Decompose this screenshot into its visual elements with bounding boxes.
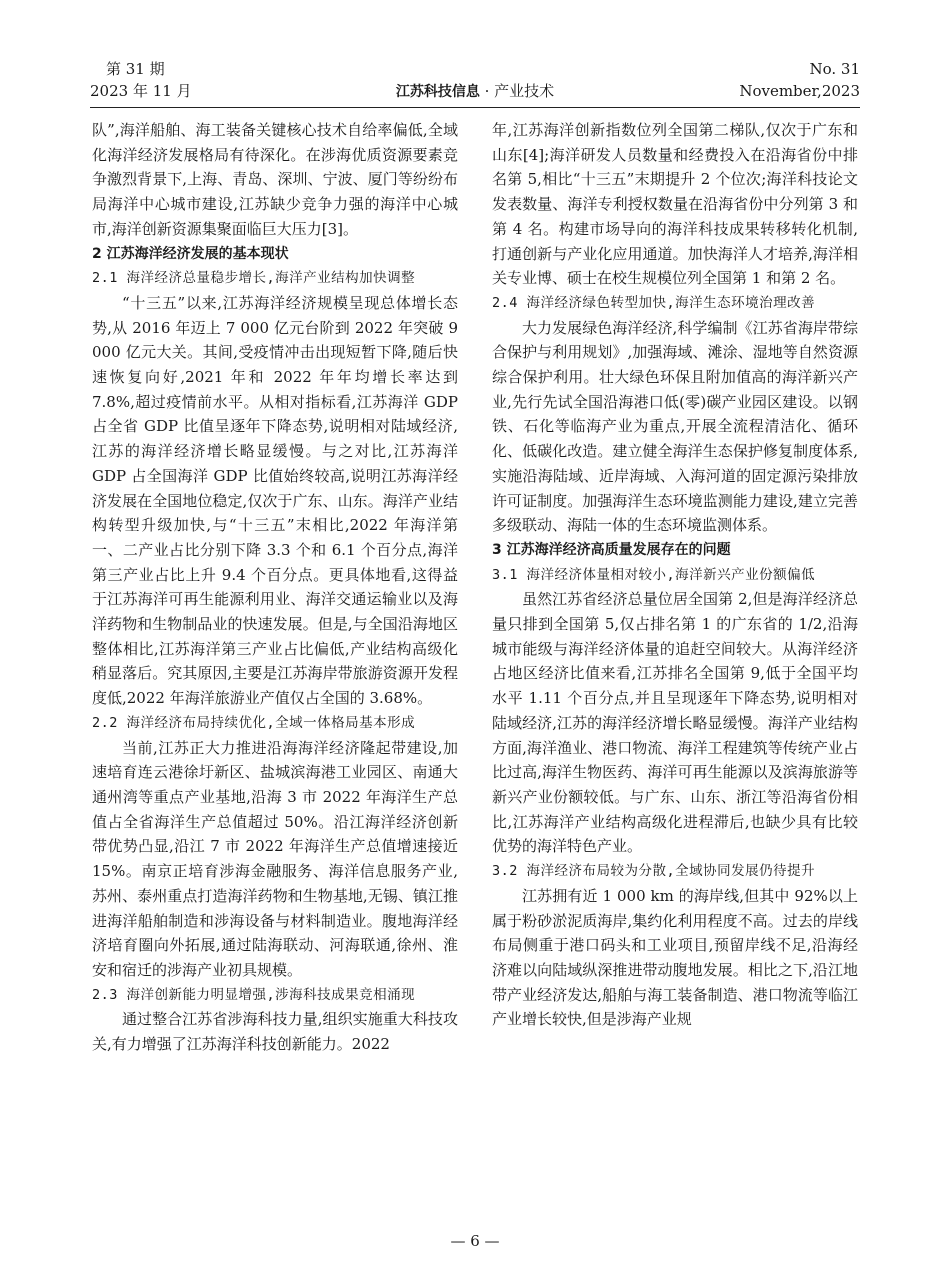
section-name: · 产业技术 xyxy=(479,82,555,100)
journal-name: 江苏科技信息 xyxy=(395,84,480,100)
paragraph: 虽然江苏省经济总量位居全国第 2,但是海洋经济总量只排到全国第 5,仅占排名第 1 的广东省的 1/2,沿海城市能级与海洋经济体量的追赶空间较大。从海洋经济占地区经济比值来看,江苏排名全国第 9,低于全国平均水平 1.11 个百分点,并且呈现逐年下降态势,说明相对陆域经济,江苏的海洋经济增长略显缓慢。海洋产业结构方面,海洋渔业、港口物流、海洋工程建筑等传统产业占比过高,海洋生物医药、海洋可再生能源以及滨海旅游等新兴产业份额较低。与广东、山东、浙江等沿海省份相比,江苏海洋产业结构高级化进程滞后,也缺少具有比较优势的海洋特色产业。 xyxy=(492,590,858,856)
section-heading: 2 江苏海洋经济发展的基本现状 xyxy=(92,245,289,262)
section-heading: 3 江苏海洋经济高质量发展存在的问题 xyxy=(492,541,731,558)
subsection-heading: 2.4 海洋经济绿色转型加快,海洋生态环境治理改善 xyxy=(492,294,816,311)
subsection-heading: 3.2 海洋经济布局较为分散,全域协同发展仍待提升 xyxy=(492,863,816,880)
subsection-heading: 3.1 海洋经济体量相对较小,海洋新兴产业份额偏低 xyxy=(492,566,816,583)
page-header xyxy=(90,58,860,102)
paragraph: “十三五”以来,江苏海洋经济规模呈现总体增长态势,从 2016 年迈上 7 000 亿元台阶到 2022 年突破 9 000 亿元大关。其间,受疫情冲击出现短暂下降,随后快速恢复向好,2021 年和 2022 年年均增长率达到 7.8%,超过疫情前水平。从相对指标看,江苏海洋 GDP 占全省 GDP 比值呈逐年下降态势,说明相对陆域经济,江苏的海洋经济增长略显缓慢。与之对比,江苏海洋 GDP 占全国海洋 GDP 比值始终较高,说明江苏海洋经济发展在全国地位稳定,仅次于广东、山东。海洋产业结构转型升级加快,与“十三五”末相比,2022 年海洋第一、二产业占比分别下降 3.3 个和 6.1 个百分点,海洋第三产业占比上升 9.4 个百分点。更具体地看,这得益于江苏海洋可再生能源利用业、海洋交通运输业以及海洋药物和生物制品业的快速发展。但是,与全国沿海地区整体相比,江苏海洋第三产业占比偏低,产业结构高级化稍显落后。究其原因,主要是江苏海岸带旅游资源开发程度低,2022 年海洋旅游业产值仅占全国的 3.68%。 xyxy=(92,293,458,708)
subsection-heading: 2.2 海洋经济布局持续优化,全域一体格局基本形成 xyxy=(92,714,416,731)
subsection-heading: 2.1 海洋经济总量稳步增长,海洋产业结构加快调整 xyxy=(92,270,416,287)
page-number: — 6 — xyxy=(450,1232,500,1250)
paragraph: 江苏拥有近 1 000 km 的海岸线,但其中 92%以上属于粉砂淤泥质海岸,集约化利用程度不高。过去的岸线布局侧重于港口码头和工业项目,预留岸线不足,沿海经济难以向陆域纵深推进带动腹地发展。相比之下,沿江地带产业经济发达,船舶与海工装备制造、港口物流等临江产业增长较快,但是涉海产业规 xyxy=(492,886,858,1029)
issue-date-cn: 2023 年 11 月 xyxy=(90,82,192,100)
paragraph: 通过整合江苏省涉海科技力量,组织实施重大科技攻关,有力增强了江苏海洋科技创新能力。2022 xyxy=(92,1010,458,1054)
paragraph: 队”,海洋船舶、海工装备关键核心技术自给率偏低,全域化海洋经济发展格局有待深化。在涉海优质资源要素竞争激烈背景下,上海、青岛、深圳、宁波、厦门等纷纷布局海洋中心城市建设,江苏缺少竞争力强的海洋中心城市,海洋创新资源集聚面临巨大压力[3]。 xyxy=(92,121,458,238)
paragraph: 当前,江苏正大力推进沿海海洋经济隆起带建设,加速培育连云港徐圩新区、盐城滨海港工业园区、南通大通州湾等重点产业基地,沿海 3 市 2022 年海洋生产总值占全省海洋生产总值超过 50%。沿江海洋经济创新带优势凸显,沿江 7 市 2022 年海洋生产总值增速接近 15%。南京正培育涉海金融服务、海洋信息服务产业,苏州、泰州重点打造海洋药物和生物基地,无锡、镇江推进海洋船舶制造和涉海设备与材料制造业。腹地海洋经济培育圈向外拓展,通过陆海联动、河海联通,徐州、淮安和宿迁的涉海产业初具规模。 xyxy=(92,738,458,979)
header-rule xyxy=(90,107,860,108)
paragraph: 大力发展绿色海洋经济,科学编制《江苏省海岸带综合保护与利用规划》,加强海域、滩涂、湿地等自然资源综合保护利用。壮大绿色环保且附加值高的海洋新兴产业,先行先试全国沿海港口低(零)碳产业园区建设。以钢铁、石化等临海产业为重点,开展全流程清洁化、循环化、低碳化改造。建立健全海洋生态保护修复制度体系,实施沿海陆域、近岸海域、入海河道的固定源污染排放许可证制度。加强海洋生态环境监测能力建设,建立完善多级联动、海陆一体的生态环境监测体系。 xyxy=(492,318,858,535)
header-right xyxy=(739,58,860,102)
right-column xyxy=(492,118,858,1032)
issue-number-cn: 第 31 期 xyxy=(106,60,165,78)
left-column xyxy=(92,118,458,1057)
subsection-heading: 2.3 海洋创新能力明显增强,涉海科技成果竞相涌现 xyxy=(92,986,416,1003)
issue-date-en: November,2023 xyxy=(739,82,860,100)
paragraph: 年,江苏海洋创新指数位列全国第二梯队,仅次于广东和山东[4];海洋研发人员数量和经费投入在沿海省份中排名第 5,相比“十三五”末期提升 2 个位次;海洋科技论文发表数量、海洋专利授权数量在沿海省份中分列第 3 和第 4 名。构建市场导向的海洋科技成果转移转化机制,打通创新与产业化应用通道。加快海洋人才培养,海洋相关专业博、硕士在校生规模位列全国第 1 和第 2 名。 xyxy=(492,121,858,288)
issue-number-en: No. 31 xyxy=(809,60,860,78)
